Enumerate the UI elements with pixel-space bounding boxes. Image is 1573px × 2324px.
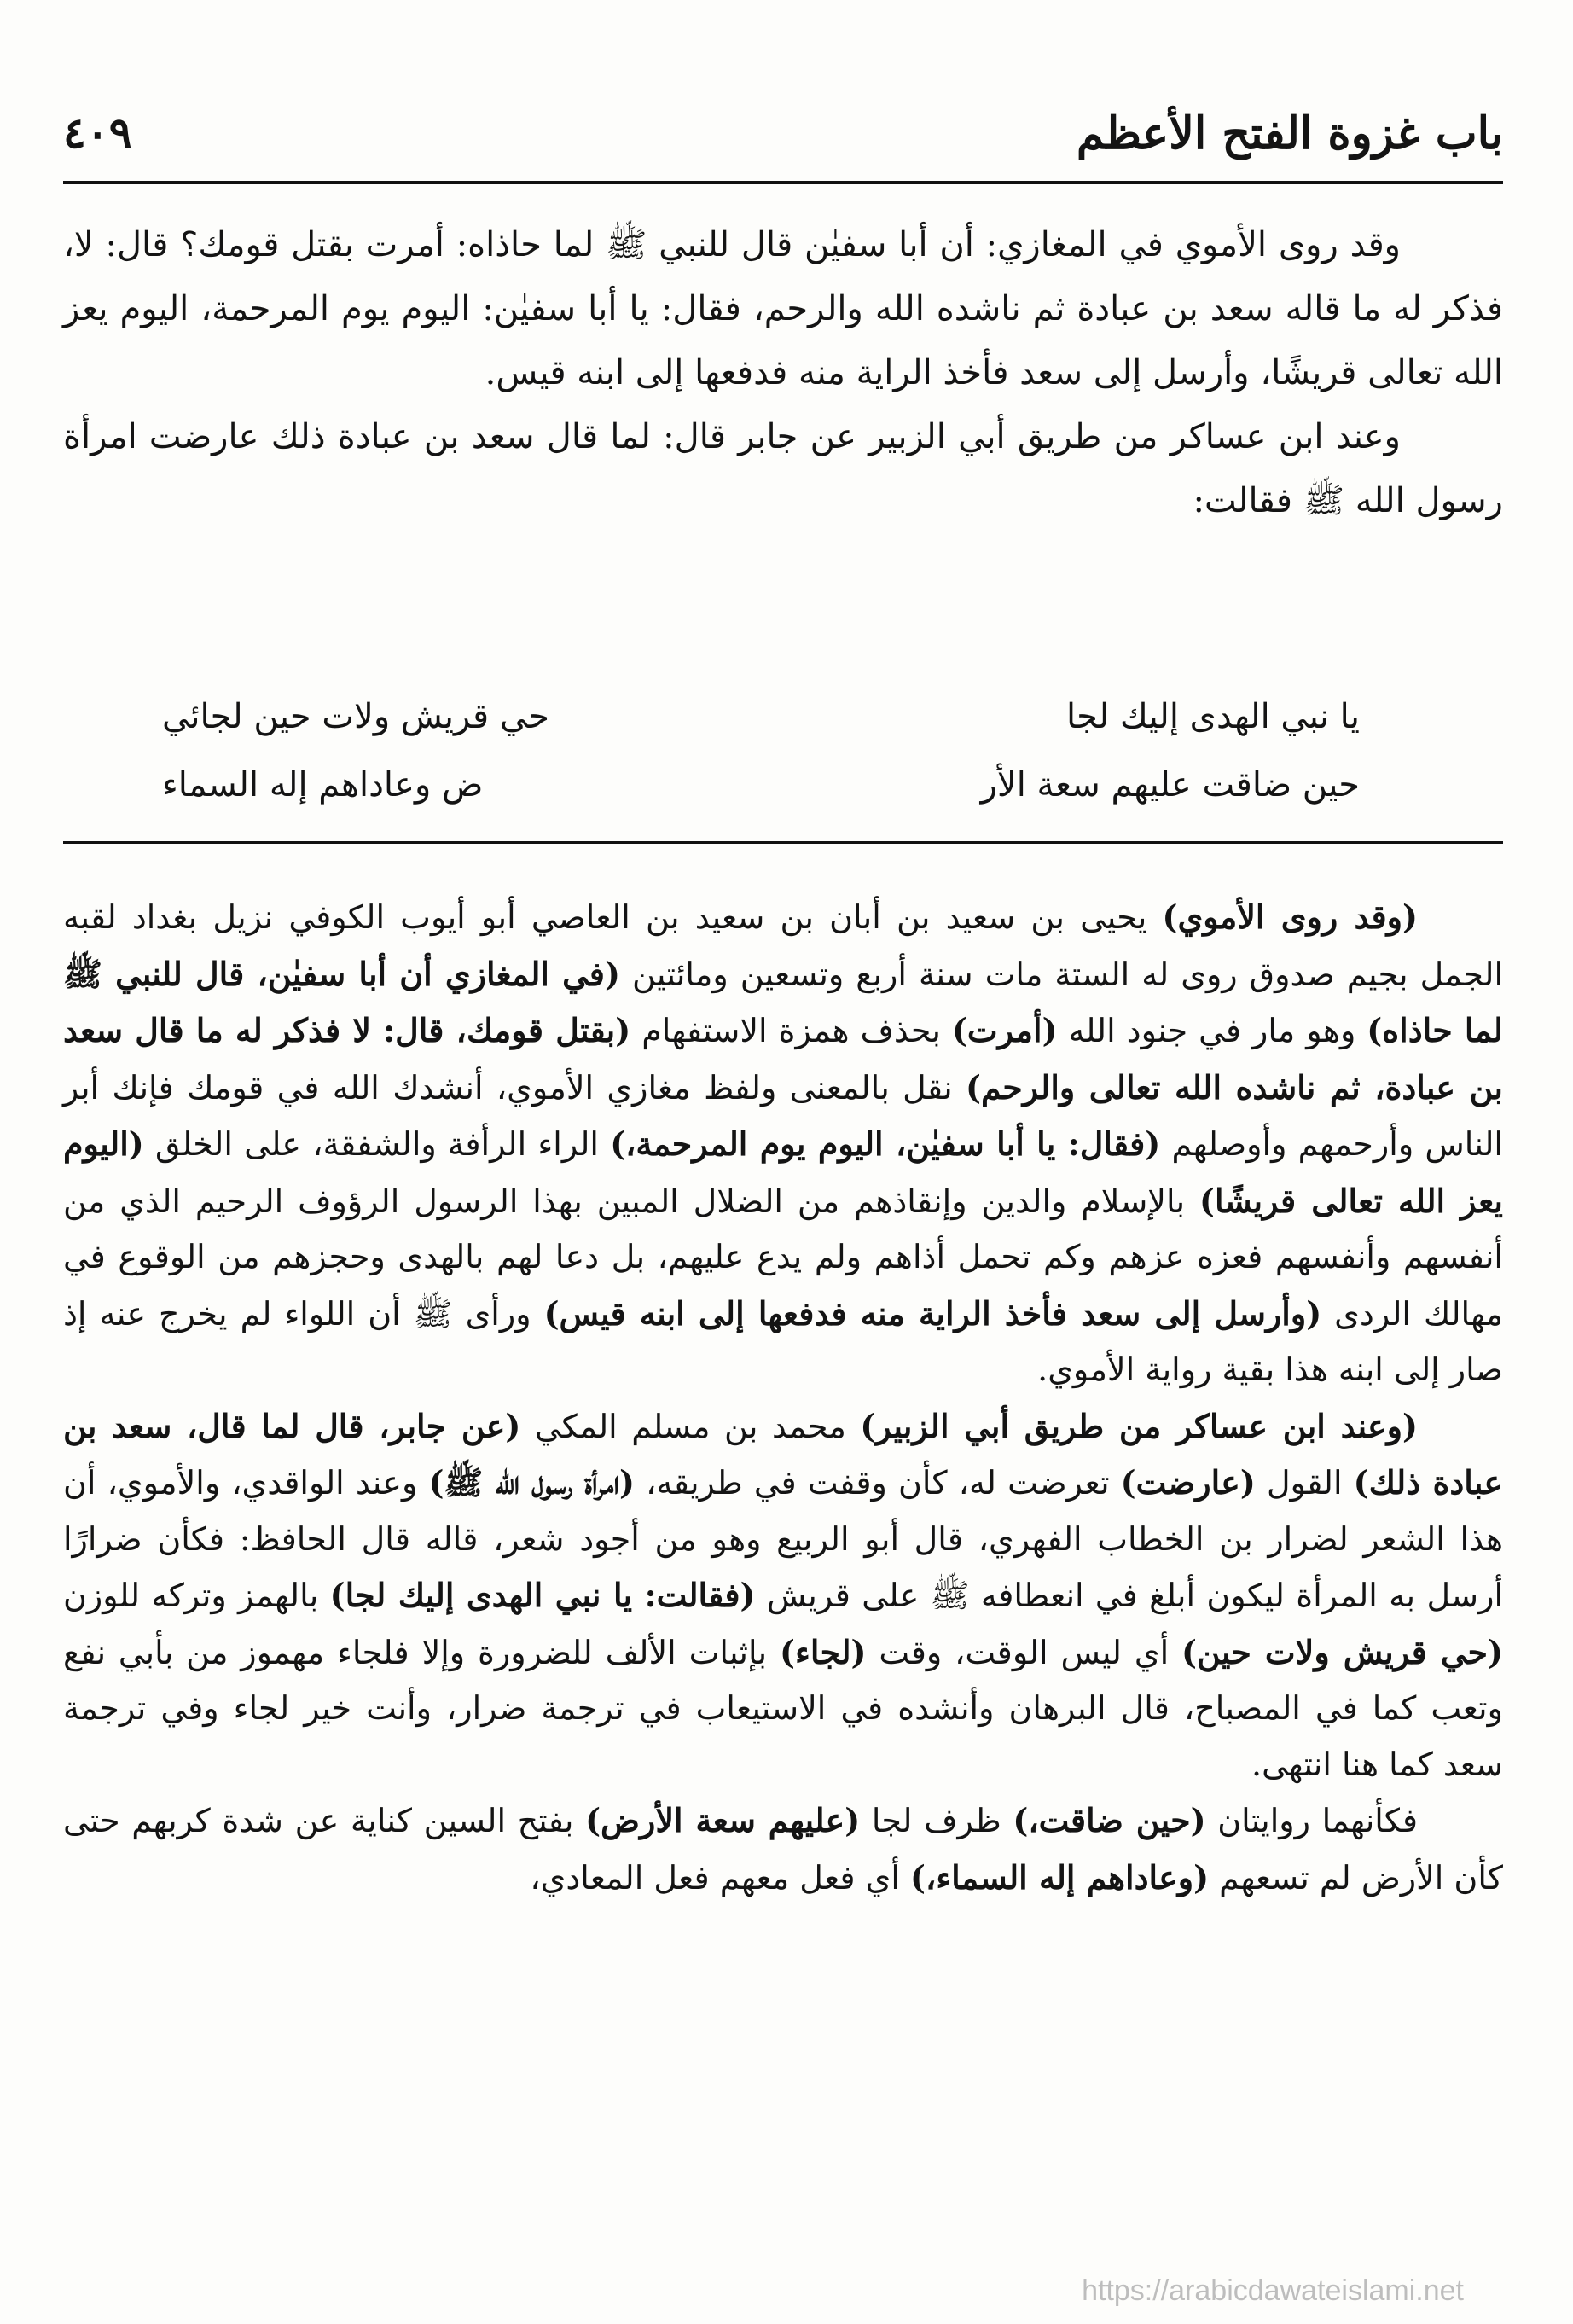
header-rule (63, 181, 1503, 184)
commentary-text: القول (1255, 1464, 1354, 1502)
commentary-text: تعرضت له، كأن وقفت في طريقه، (634, 1464, 1121, 1502)
quoted-lemma: (لجاء) (780, 1632, 867, 1671)
quoted-lemma: (فقالت: يا نبي الهدى إليك لجا) (329, 1576, 756, 1614)
poem (162, 683, 1360, 819)
quoted-lemma: (عن جابر، قال لما قال، سعد بن عبادة ذلك) (63, 1406, 1504, 1502)
commentary-text: محمد بن مسلم المكي (520, 1407, 861, 1445)
quoted-lemma: (حي قريش ولات حين) (1181, 1632, 1504, 1671)
main-text (63, 213, 1503, 533)
commentary-paragraph (63, 889, 1503, 1398)
main-paragraph: وقد روى الأموي في المغازي: أن أبا سفيٰن قال للنبي ﷺ لما حاذاه: أمرت بقتل قومك؟ قال: لا، فذكر له ما قاله سعد بن عبادة ثم ناشده الله والرحم، فقال: يا أبا سفيٰن: اليوم يوم المرحمة، اليوم يعز الله تعالى قريشًا، وأرسل إلى سعد فأخذ الراية منه فدفعها إلى ابنه قيس. (63, 225, 1503, 392)
commentary-text: بإثبات الألف للضرورة وإلا فلجاء مهموز من بأبي نفع وتعب كما في المصباح، قال البرهان وأنشده في الاستيعاب في ترجمة ضرار، وأنت خير لجاء وفي ترجمة سعد كما هنا انتهى. (63, 1633, 1503, 1783)
quoted-lemma: (حين ضاقت،) (1013, 1801, 1206, 1839)
page-header (63, 92, 1503, 181)
commentary-text: بفتح السين كناية عن شدة كربهم حتى كأن الأرض لم تسعهم (63, 1802, 1503, 1897)
quoted-lemma: (في المغازي أن أبا سفيٰن، قال للنبي ﷺ لما حاذاه) (63, 954, 1504, 1049)
commentary-text: وعند الواقدي، والأموي، أن هذا الشعر لضرار بن الخطاب الفهري، قال أبو الربيع وهو من أجود شعر، قاله قال الحافظ: فكأن ضرارًا أرسل به المرأة ليكون أبلغ في انعطافه ﷺ على قريش (63, 1464, 1504, 1614)
poem-verse (162, 683, 1360, 751)
commentary-paragraph (63, 1398, 1503, 1793)
quoted-lemma: (أمرت) (951, 1011, 1058, 1049)
verse-second-hemistich: ض وعاداهم إله السماء (162, 765, 484, 805)
poem-verse (162, 751, 1360, 819)
quoted-lemma: (عارضت) (1120, 1463, 1256, 1502)
commentary-divider (63, 841, 1503, 844)
commentary-text: يحيى بن سعيد بن أبان بن سعيد بن العاصي أبو أيوب الكوفي نزيل بغداد لقبه الجمل بجيم صدوق روى له الستة مات سنة أربع وتسعين ومائتين (63, 898, 1503, 993)
commentary-text: نقل بالمعنى ولفظ مغازي الأموي، أنشدك الله في قومك فإنك أبر الناس وأرحمهم وأوصلهم (63, 1068, 1503, 1163)
commentary-text: الراء الرأفة والشفقة، على الخلق (143, 1125, 611, 1163)
chapter-title: باب غزوة الفتح الأعظم (1076, 107, 1503, 160)
verse-second-hemistich: حي قريش ولات حين لجائي (162, 697, 549, 736)
quoted-lemma: (امرأة رسول الله ﷺ) (428, 1463, 635, 1502)
verse-first-hemistich: يا نبي الهدى إليك لجا (1065, 697, 1360, 736)
quoted-lemma: (فقال: يا أبا سفيٰن، اليوم يوم المرحمة،) (610, 1124, 1161, 1163)
commentary-text: بالهمز وتركه للوزن (63, 1577, 330, 1614)
main-paragraph: وعند ابن عساكر من طريق أبي الزبير عن جابر قال: لما قال سعد بن عبادة ذلك عارضت امرأة رسول الله ﷺ فقالت: (63, 417, 1503, 520)
commentary-text: بالإسلام والدين وإنقاذهم من الضلال المبين بهذا الرسول الرؤوف الرحيم الذي من أنفسهم وأنفسهم فعزه عزهم وكم تحمل أذاهم ولم يدع عليهم، بل دعا لهم بالهدى وحجزهم من الوقوع في مهالك الردى (63, 1182, 1503, 1333)
quoted-lemma: (اليوم يعز الله تعالى قريشًا) (63, 1124, 1503, 1220)
commentary-text: أي ليس الوقت، وقت (866, 1633, 1181, 1671)
watermark-url: https://arabicdawateislami.net (1082, 2275, 1464, 2307)
commentary (63, 889, 1503, 1906)
quoted-lemma: (وقد روى الأموي) (1162, 898, 1418, 936)
quoted-lemma: (بقتل قومك، قال: لا فذكر له ما قال سعد بن عبادة، ثم ناشده الله تعالى والرحم) (63, 1011, 1503, 1107)
page-number: ٤٠٩ (63, 107, 132, 158)
quoted-lemma: (وعاداهم إله السماء،) (910, 1857, 1210, 1897)
commentary-text: ظرف لجا (860, 1802, 1013, 1839)
quoted-lemma: (وأرسل إلى سعد فأخذ الراية منه فدفعها إلى ابنه قيس) (543, 1293, 1322, 1333)
verse-first-hemistich: حين ضاقت عليهم سعة الأر (980, 765, 1360, 805)
quoted-lemma: (وعند ابن عساكر من طريق أبي الزبير) (860, 1406, 1418, 1445)
commentary-text: أي فعل معهم فعل المعادي، (530, 1858, 911, 1897)
quoted-lemma: (عليهم سعة الأرض) (585, 1801, 861, 1839)
commentary-text: وهو مار في جنود الله (1057, 1012, 1367, 1049)
commentary-text: بحذف همزة الاستفهام (630, 1012, 952, 1049)
commentary-paragraph (63, 1792, 1503, 1906)
commentary-text: فكأنهما روايتان (1205, 1802, 1419, 1839)
commentary-text: ورأى ﷺ أن اللواء لم يخرج عنه إذ صار إلى ابنه هذا بقية رواية الأموي. (63, 1294, 1503, 1388)
